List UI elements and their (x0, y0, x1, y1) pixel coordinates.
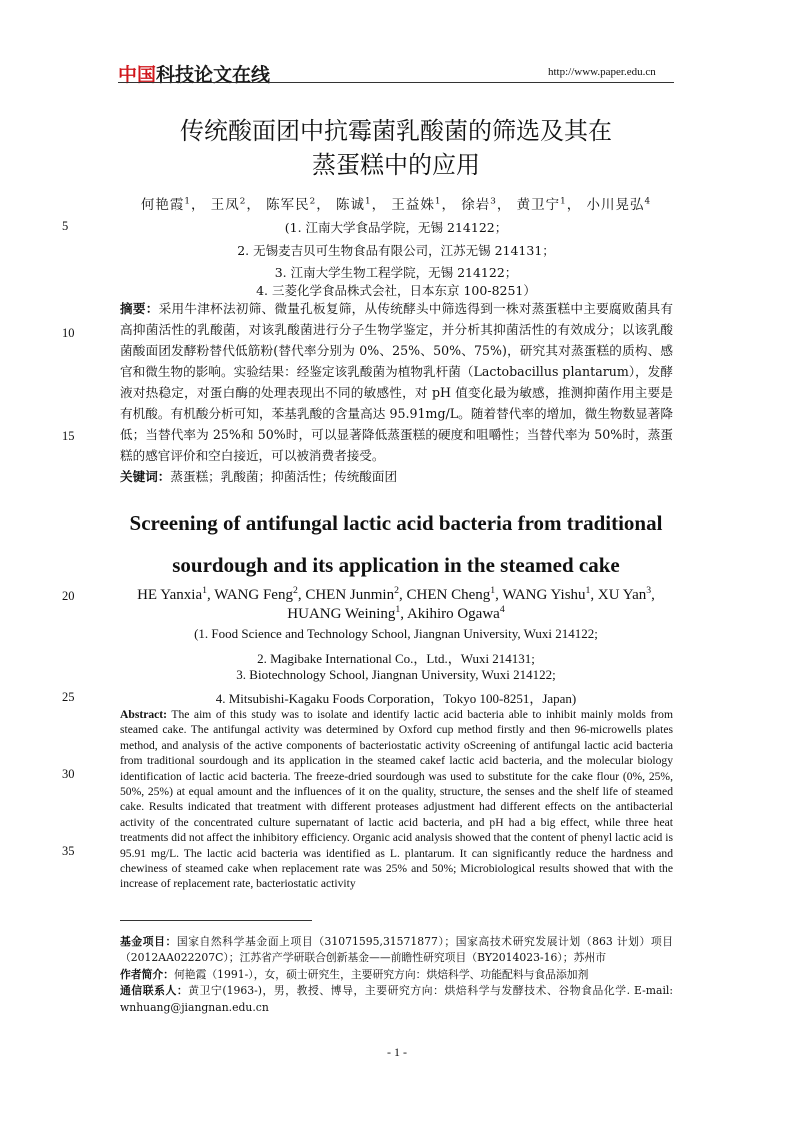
author-cn: 徐岩 (461, 197, 491, 213)
abstract-cn-text: 采用牛津杯法初筛、微量孔板复筛，从传统酵头中筛选得到一株对蒸蛋糕中主要腐败菌具有高抑菌活性的乳酸菌，对该乳酸菌进行分子生物学鉴定，并分析其抑菌活性的有效成分；以该乳酸菌酸面团发酵粉替代低筋粉(替代率分别为 0%、25%、50%、75%)，研究其对蒸蛋糕的质构、感官和微生物的影响。实验结果：经鉴定该乳酸菌为植物乳杆菌（Lactobacillus plantarum），发酵液对热稳定，对蛋白酶的处理表现出不同的敏感性，对 pH 值变化最为敏感，推测抑菌作用主要是有机酸。有机酸分析可知，苯基乳酸的含量高达 95.91mg/L。随着替代率的增加，微生物数显著降低；当替代率为 25%和 50%时，可以显著降低蒸蛋糕的硬度和咀嚼性；当替代率为 50%时，蒸蛋糕的感官评价和空白接近，可以被消费者接受。 (120, 301, 674, 463)
title-en-line2: sourdough and its application in the steamed cake (172, 553, 620, 577)
logo-part2: 科技论文在线 (156, 64, 271, 86)
author-sup: 1 (490, 585, 496, 596)
line-number: 10 (62, 326, 75, 340)
keywords-cn-label: 关键词： (120, 469, 171, 484)
authors-cn: 何艳霞$^1$， 王凤$^2$， 陈军民$^2$， 陈诚$^1$， 王益姝$^1$， 徐岩$^3$， 黄卫宁$^1$， 小川晃弘$^4$ (140, 196, 652, 213)
page-number: - 1 - (387, 1045, 407, 1059)
footnote (120, 934, 673, 1016)
author-sup: 4 (499, 604, 505, 615)
author-cn: 黄卫宁 (516, 197, 561, 213)
title-en-line1: Screening of antifungal lactic acid bacteria from traditional (129, 511, 663, 535)
affiliation-cn-4: 4. 三菱化学食品株式会社，日本东京 100-8251） (256, 283, 536, 298)
author-en: Akihiro Ogawa (406, 606, 500, 622)
line-number: 25 (62, 690, 75, 704)
affiliation-en-3: 3. Biotechnology School, Jiangnan University, Wuxi 214122; (236, 667, 556, 682)
affiliation-en-4: 4. Mitsubishi-Kagaku Foods Corporation，Tokyo 100-8251，Japan) (215, 691, 577, 706)
author-en: HE Yanxia (137, 587, 203, 603)
logo-part1: 中国 (118, 64, 157, 86)
affiliation-cn-1: (1. 江南大学食品学院，无锡 214122； (284, 220, 508, 235)
author-sup: 2 (239, 196, 247, 207)
title-cn-line2: 蒸蛋糕中的应用 (312, 151, 480, 179)
author-sup: 1 (434, 196, 442, 207)
author-sup: 1 (184, 196, 191, 207)
author-sup: 2 (309, 196, 317, 207)
footnote-rule (120, 920, 312, 921)
title-en (118, 502, 674, 586)
author-sup: 3 (646, 585, 652, 596)
author-sup: 1 (365, 196, 372, 207)
author-cn: 何艳霞 (140, 197, 185, 213)
abstract-cn-block (120, 298, 673, 487)
footnote-contact (120, 983, 673, 1016)
author-cn: 王益姝 (391, 197, 435, 213)
author-sup: 2 (394, 585, 399, 596)
author-sup: 1 (560, 196, 567, 207)
author-sup: 1 (395, 604, 401, 615)
author-sup: 4 (644, 196, 652, 207)
author-en: WANG Feng (214, 587, 293, 603)
author-en: XU Yan (597, 587, 647, 603)
author-info-text: 何艳霞（1991-），女，硕士研究生，主要研究方向：烘焙科学、功能配料与食品添加剂 (173, 967, 589, 981)
contact-label: 通信联系人： (120, 984, 189, 998)
abstract-cn-label: 摘要： (120, 301, 159, 316)
abstract-en-text: The aim of this study was to isolate and identify lactic acid bacteria able to inhibit mainly molds from steamed cake. The antifungal activity was determined by Oxford cup method firstly and then 96-microwells plates method, and analysis of the active components of bacteriostatic activity oScreening of antifungal lactic acid bacteria from traditional sourdough and its application in the steamed cakef lactic acid bacteria, and the molecular biology identification of lactic acid bacteria. The freeze-dried sourdough was used to substitute for the cake flour (0%, 25%, 50%, 25%) at equal amount and the influences of it on the quality, structure, the senses and the shelf life of steamed cake. Results indicated that treatment with different proteases adjustment had different effects on the antibacterial activity of the concentrated culture supernatant of lactic acid bacteria, and pH had a big effect, while three heat treatments did not affect the inhibitory efficiency. Organic acid analysis showed that the content of phenyl lactic acid is 95.91 mg/L. The lactic acid bacteria was identified as L. plantarum. It can significantly reduce the hardness and chewiness of steamed cake when replacement rate was 25% and 50%; Microbiological results showed that with the increase of replacement rate, bacteriostatic activity (120, 708, 673, 891)
author-sup: 2 (292, 585, 298, 596)
abstract-en-label: Abstract: (120, 708, 168, 721)
authors-en: HE Yanxia$^1$, WANG Feng$^2$, CHEN Junmin$^2$, CHEN Cheng$^1$, WANG Yishu$^1$, XU Yan$^3$, HUANG Weining$^1$, Akihiro Ogawa$^4$ (137, 585, 655, 622)
line-number: 35 (62, 844, 75, 858)
author-en: CHEN Cheng (406, 587, 491, 603)
title-cn-line1: 传统酸面团中抗霉菌乳酸菌的筛选及其在 (180, 117, 612, 145)
line-number: 5 (62, 219, 69, 233)
line-number: 15 (62, 429, 75, 443)
author-info-label: 作者简介： (120, 967, 174, 981)
author-en: HUANG Weining (287, 606, 396, 622)
author-en: WANG Yishu (502, 587, 586, 603)
author-sup: 1 (585, 585, 591, 596)
author-sup: 3 (490, 196, 497, 207)
abstract-en-block (120, 707, 673, 892)
title-cn (118, 114, 674, 182)
affiliation-cn-2: 2. 无锡麦吉贝可生物食品有限公司，江苏无锡 214131； (237, 243, 555, 258)
line-number: 20 (62, 589, 75, 603)
author-en: CHEN Junmin (305, 587, 395, 603)
affiliation-en-1: (1. Food Science and Technology School, Jiangnan University, Wuxi 214122; (194, 626, 598, 641)
keywords-cn (120, 466, 673, 487)
affiliation-en-2: 2. Magibake International Co.，Ltd.，Wuxi 214131; (257, 651, 535, 666)
author-sup: 1 (202, 585, 207, 596)
author-cn: 小川晃弘 (586, 197, 645, 213)
author-cn: 陈军民 (266, 197, 310, 213)
header-rule (118, 82, 674, 83)
fund-text: 国家自然科学基金面上项目（31071595,31571877）；国家高技术研究发展计划（863 计划）项目（2012AA022207C）；江苏省产学研联合创新基金——前瞻性研究项目（BY2014023-16）；苏州市 (120, 935, 674, 965)
line-number: 30 (62, 767, 75, 781)
footnote-author (120, 967, 673, 983)
contact-text: 黄卫宁(1963-)，男，教授、博导，主要研究方向：烘焙科学与发酵技术、谷物食品化学. E-mail: wnhuang@jiangnan.edu.cn (120, 984, 673, 1014)
author-cn: 陈诚 (336, 197, 366, 213)
fund-label: 基金项目： (120, 935, 177, 948)
author-cn: 王凤 (210, 197, 240, 213)
keywords-cn-text: 蒸蛋糕；乳酸菌；抑菌活性；传统酸面团 (170, 469, 398, 484)
header-url[interactable]: http://www.paper.edu.cn (548, 66, 656, 78)
footnote-fund (120, 934, 673, 967)
affiliation-cn-3: 3. 江南大学生物工程学院，无锡 214122； (274, 265, 518, 280)
